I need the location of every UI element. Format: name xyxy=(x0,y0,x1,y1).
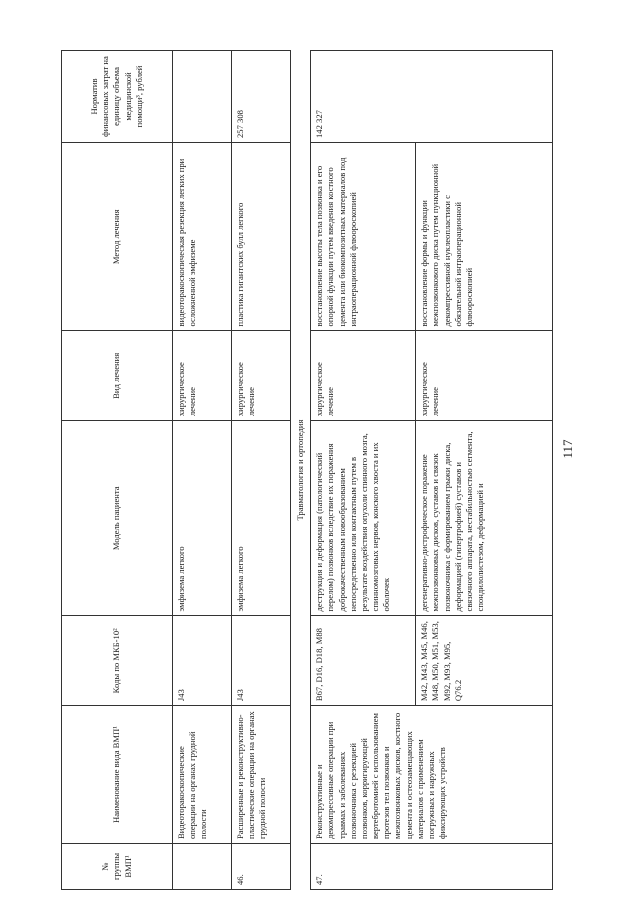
rotated-page-content xyxy=(61,50,621,890)
cell-codes: B67, D16, D18, M88 xyxy=(311,616,416,706)
cell-type: хирургическое лечение xyxy=(311,331,416,421)
header-norm: Норматив финансовых затрат на единицу объема медицинской помощи³, рублей xyxy=(62,51,173,143)
cell-codes: J43 xyxy=(173,616,232,706)
cell-model: дегенеративно-дистрофическое поражение межпозвонковых дисков, суставов и связок позвоночника с формированием грыжи диска, деформацией (гипертрофией) суставов и связочного аппарата, нестабильностью сегмента, спондилолистезом, деформацией и xyxy=(416,421,553,616)
cell-num: 46. xyxy=(232,844,291,890)
cell-method: восстановление формы и функции межпозвонкового диска путем пункционной декомпрессивной нуклеопластики с обязательной интраоперационной флюороскопией xyxy=(416,142,553,330)
cell-codes: M42, M43, M45, M46, M48, M50, M51, M53, M92, M93, M95, Q76.2 xyxy=(416,616,553,706)
header-name: Наименование вида ВМП¹ xyxy=(62,706,173,844)
page-number: 117 xyxy=(560,439,575,459)
section-title: Травматология и ортопедия xyxy=(291,51,311,890)
cell-norm xyxy=(173,51,232,143)
cell-type: хирургическое лечение xyxy=(173,331,232,421)
cell-name: Видеоторакоскопические операции на органах грудной полости xyxy=(173,706,232,844)
vmp-table xyxy=(61,50,553,890)
cell-model: эмфизема легкого xyxy=(173,421,232,616)
cell-name: Расширенные и реконструктивно-пластические операции на органах грудной полости xyxy=(232,706,291,844)
header-method: Метод лечения xyxy=(62,142,173,330)
cell-norm: 142 327 xyxy=(311,51,553,143)
cell-method: видеоторакоскопическая резекция легких при осложненной эмфиземе xyxy=(173,142,232,330)
section-row xyxy=(291,51,311,890)
cell-num xyxy=(173,844,232,890)
cell-model: деструкция и деформация (патологический перелом) позвонков вследствие их поражения доброкачественным новообразованием непосредственно или контактным путем в результате воздействия опухоли спинного мозга, спинномозговых нервов, конского хвоста и их оболочек xyxy=(311,421,416,616)
cell-num: 47. xyxy=(311,844,553,890)
cell-name: Реконструктивные и декомпрессивные операции при травмах и заболеваниях позвоночника с резекцией позвонков, корригирующей вертебротомией с использованием протезов тел позвонков и межпозвонковых дисков, костного цемента и остеозамещающих материалов с применением погружных и наружных фиксирующих устройств xyxy=(311,706,553,844)
table-row xyxy=(173,51,232,890)
cell-codes: J43 xyxy=(232,616,291,706)
table-row xyxy=(311,51,416,890)
header-num: № группы ВМП¹ xyxy=(62,844,173,890)
table-row xyxy=(232,51,291,890)
cell-type: хирургическое лечение xyxy=(232,331,291,421)
header-patient-model: Модель пациента xyxy=(62,421,173,616)
header-codes: Коды по МКБ-10² xyxy=(62,616,173,706)
cell-type: хирургическое лечение xyxy=(416,331,553,421)
cell-method: восстановление высоты тела позвонка и его опорной функции путем введения костного цемента или биокомпозитных материалов под интраоперационной флюороскопией xyxy=(311,142,416,330)
cell-norm: 257 308 xyxy=(232,51,291,143)
table-header-row xyxy=(62,51,173,890)
cell-model: эмфизема легкого xyxy=(232,421,291,616)
cell-method: пластика гигантских булл легкого xyxy=(232,142,291,330)
header-treatment-type: Вид лечения xyxy=(62,331,173,421)
